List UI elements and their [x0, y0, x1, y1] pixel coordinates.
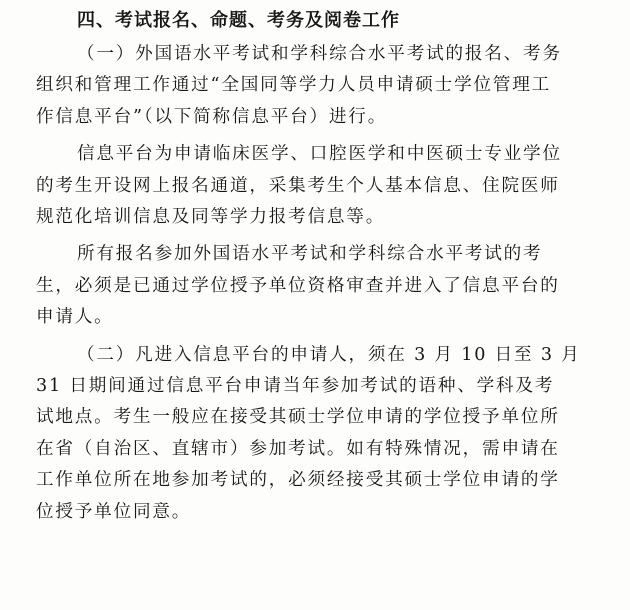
paragraph-application-period: （二）凡进入信息平台的申请人，须在 3 月 10 日至 3 月 31 日期间通过信息平台申请当年参加考试的语种、学科及考 试地点。考生一般应在接受其硕士学位申请的学位授予单位所 在省（自治区、直辖市）参加考试。如有特殊情况，需申请在 工作单位所在地参加考试的，必须经接受其硕士学位申请的学 位授予单位同意。: [36, 344, 581, 522]
paragraph-registration-platform: （一）外国语水平考试和学科综合水平考试的报名、考务 组织和管理工作通过“全国同等学力人员申请硕士学位管理工 作信息平台”（以下简称信息平台）进行。: [36, 44, 562, 127]
section-heading: 四、考试报名、命题、考务及阅卷工作: [77, 10, 400, 31]
paragraph-eligible-applicants: 所有报名参加外国语水平考试和学科综合水平考试的考 生，必须是已通过学位授予单位资格审查并进入了信息平台的 申请人。: [36, 244, 560, 328]
paragraph-online-registration-channel: 信息平台为申请临床医学、口腔医学和中医硕士专业学位 的考生开设网上报名通道，采集考生个人基本信息、住院医师 规范化培训信息及同等学力报考信息等。: [36, 144, 562, 228]
